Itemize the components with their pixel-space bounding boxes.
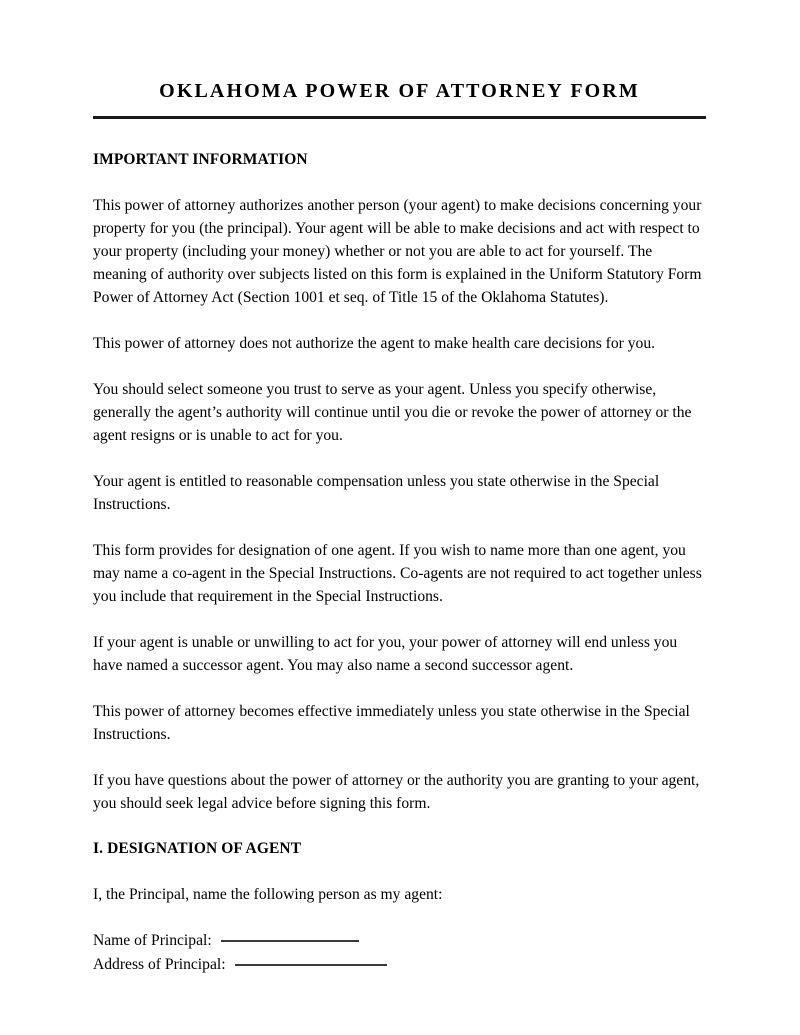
paragraph-agent-selection: You should select someone you trust to serve as your agent. Unless you specify otherwise, generally the agent’s authority will continue until you die or revoke the power of attorney or the agent resigns or is unable to act for you. [93, 381, 692, 444]
address-of-principal-input[interactable] [235, 964, 387, 966]
paragraph-legal-advice: If you have questions about the power of attorney or the authority you are granting to your agent, you should seek legal advice before signing this form. [93, 772, 700, 812]
field-row-address-of-principal [93, 953, 706, 977]
paragraph-effective-date: This power of attorney becomes effective immediately unless you state otherwise in the Special Instructions. [93, 703, 690, 743]
paragraph-successor-agent: If your agent is unable or unwilling to act for you, your power of attorney will end unless you have named a successor agent. You may also name a second successor agent. [93, 634, 678, 674]
page-title: OKLAHOMA POWER OF ATTORNEY FORM [159, 80, 640, 102]
paragraph-agent-compensation: Your agent is entitled to reasonable compensation unless you state otherwise in the Special Instructions. [93, 473, 660, 513]
paragraph-health-care-exclusion: This power of attorney does not authorize the agent to make health care decisions for you. [93, 335, 656, 352]
section-one-block [93, 815, 706, 860]
name-of-principal-input[interactable] [221, 940, 359, 942]
paragraph-authorization: This power of attorney authorizes another person (your agent) to make decisions concerning your property for you (the principal). Your agent will be able to make decisions and act with respect to your property (including your money) whether or not you are able to act for yourself. The meaning of authority over subjects listed on this form is explained in the Uniform Statutory Form Power of Attorney Act (Section 1001 et seq. of Title 15 of the Oklahoma Statutes). [93, 197, 702, 306]
principal-fields [93, 906, 706, 977]
document-content [93, 0, 706, 977]
section-designation-of-agent-heading: I. DESIGNATION OF AGENT [93, 840, 302, 857]
section-one-intro: I, the Principal, name the following person as my agent: [93, 886, 443, 903]
name-of-principal-label: Name of Principal: [93, 932, 212, 949]
title-divider [93, 116, 706, 119]
paragraph-co-agent-designation: This form provides for designation of one agent. If you wish to name more than one agent, you may name a co-agent in the Special Instructions. Co-agents are not required to act together unless you include that requirement in the Special Instructions. [93, 542, 702, 605]
field-row-name-of-principal [93, 929, 706, 953]
address-of-principal-label: Address of Principal: [93, 956, 226, 973]
important-information-heading: IMPORTANT INFORMATION [93, 151, 308, 168]
